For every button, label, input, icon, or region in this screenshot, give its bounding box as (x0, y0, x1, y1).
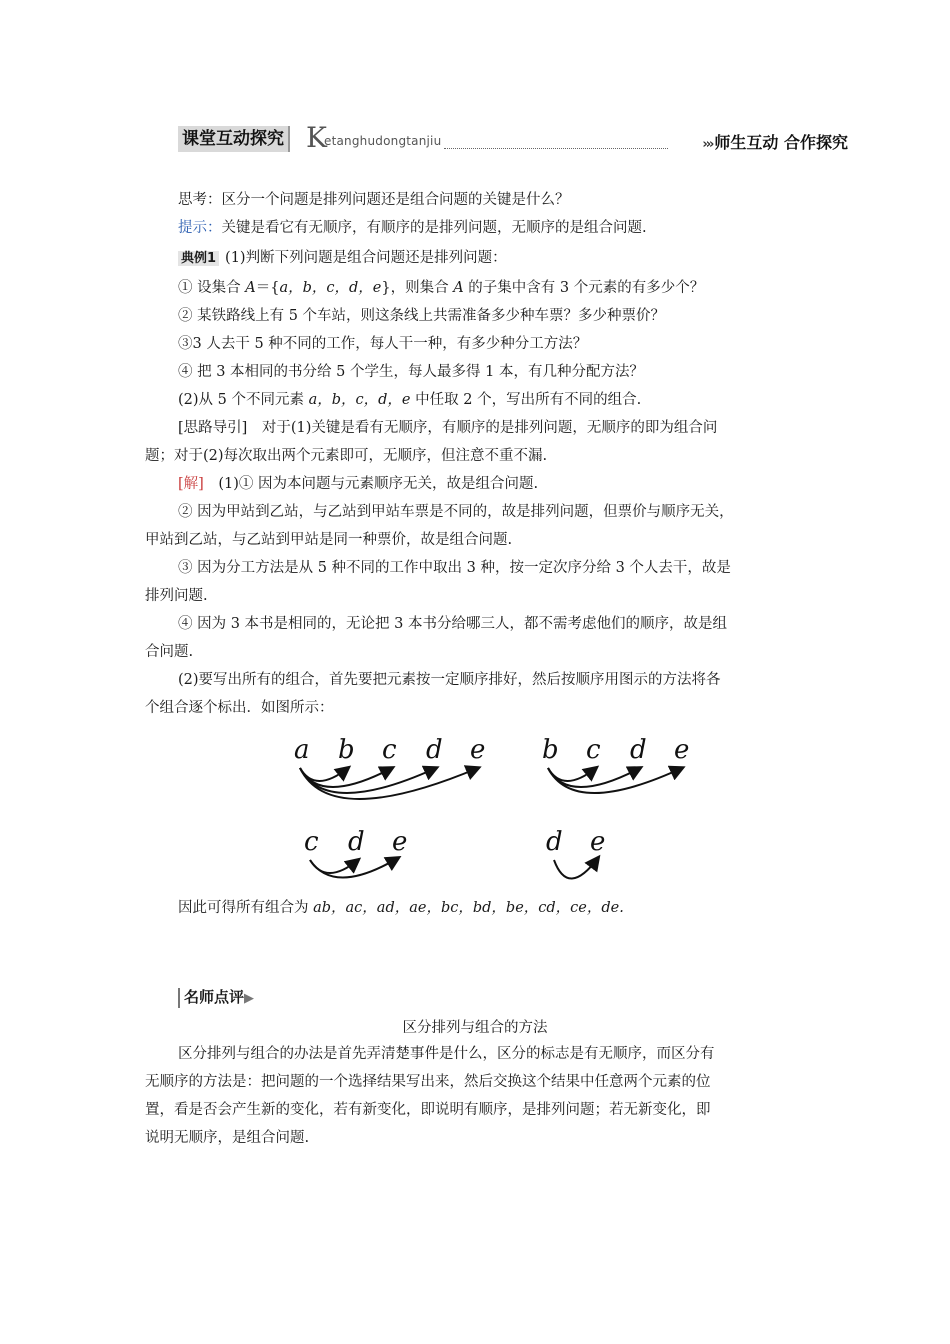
solution-p2b: 个组合逐个标出．如图所示： (145, 700, 334, 716)
arc-ae (300, 768, 478, 799)
example-q2: ② 某铁路线上有 5 个车站，则这条线上共需准备多少种车票？多少种票价？ (178, 308, 666, 324)
g2-letter-b: b (542, 735, 559, 765)
q1-post-b: 的子集中含有 3 个元素的有多少个？ (463, 280, 705, 296)
g1-letter-b: b (338, 735, 355, 765)
example-q3: ③3 人去干 5 种不同的工作，每人干一种，有多少种分工方法？ (178, 336, 588, 352)
combination-diagram (270, 728, 710, 888)
g4-letter-d: d (546, 827, 563, 857)
hint-text: 关键是看它有无顺序，有顺序的是排列问题，无顺序的是组合问题. (221, 220, 647, 236)
example-q1 (178, 278, 704, 298)
g1-letter-a: a (294, 735, 310, 765)
guide-line-1 (178, 418, 717, 438)
q1-elems: a，b，c，d，e (279, 280, 382, 296)
guide-line-2: 题；对于(2)每次取出两个元素即可，无顺序，但注意不重不漏. (145, 448, 548, 464)
banner-k-letter: K (306, 121, 327, 154)
solution-s2b: 甲站到乙站，与乙站到甲站是同一种票价，故是组合问题. (145, 532, 513, 548)
solution-s2a: ② 因为甲站到乙站，与乙站到甲站车票是不同的，故是排列问题，但票价与顺序无关， (178, 504, 734, 520)
solution-s4a: ④ 因为 3 本书是相同的，无论把 3 本书分给哪三人，都不需考虑他们的顺序，故是组 (178, 616, 727, 632)
solution-p2a: (2)要写出所有的组合，首先要把元素按一定顺序排好，然后按顺序用图示的方法将各 (178, 672, 721, 688)
comment-l4: 说明无顺序，是组合问题. (145, 1130, 310, 1146)
solution-label: [解] (178, 476, 204, 492)
banner-subtitle-text: 师生互动 合作探究 (714, 133, 848, 152)
solution-s1: (1)① 因为本问题与元素顺序无关，故是组合问题. (203, 476, 539, 492)
g3-letter-d: d (348, 827, 365, 857)
play-arrow-icon: ▶ (244, 991, 255, 1006)
g3-letter-e: e (392, 827, 408, 857)
g1-letter-d: d (426, 735, 443, 765)
result-pre: 因此可得所有组合为 (178, 900, 314, 916)
g3-letter-c: c (304, 827, 319, 857)
arc-ce (310, 858, 398, 878)
q1-post-a: }，则集合 (381, 280, 454, 296)
g1-letter-c: c (382, 735, 397, 765)
guide-text-1: 对于(1)关键是看有无顺序，有顺序的是排列问题，无顺序的即为组合问 (247, 420, 718, 436)
comment-l3: 置，看是否会产生新的变化，若有新变化，即说明有顺序，是排列问题；若无新变化，即 (145, 1102, 711, 1118)
banner-pinyin: etanghudongtanjiu (324, 134, 442, 148)
banner-subtitle (702, 130, 848, 153)
result-list: ab，ac，ad，ae，bc，bd，be，cd，ce，de. (313, 900, 624, 916)
guide-label: [思路导引] (178, 420, 248, 436)
example-part2 (178, 390, 641, 410)
p2-pre: (2)从 5 个不同元素 (178, 392, 309, 408)
p2-elems: a，b，c，d，e (308, 392, 411, 408)
hint-line (178, 218, 647, 238)
banner-divider (444, 148, 668, 149)
g4-letter-e: e (590, 827, 606, 857)
q1-pre: ① 设集合 (178, 280, 246, 296)
p2-post: 中任取 2 个，写出所有不同的组合. (410, 392, 642, 408)
arc-de (554, 858, 598, 879)
solution-line-1 (178, 474, 538, 494)
q1-eq: ＝{ (255, 280, 280, 296)
example-tag: 典例1 (178, 251, 219, 266)
g2-letter-d: d (630, 735, 647, 765)
comment-l1: 区分排列与组合的办法是首先弄清楚事件是什么，区分的标志是有无顺序，而区分有 (178, 1046, 715, 1062)
comment-title: 区分排列与组合的方法 (402, 1020, 548, 1036)
solution-s3b: 排列问题. (145, 588, 208, 604)
q1-set2: A (453, 280, 464, 296)
hint-label: 提示： (178, 220, 222, 236)
comment-label (178, 988, 254, 1008)
example-intro (178, 248, 507, 269)
g1-letter-e: e (470, 735, 486, 765)
comment-label-text: 名师点评 (184, 988, 245, 1006)
g2-letter-c: c (586, 735, 601, 765)
arc-cd (310, 860, 358, 873)
comment-l2: 无顺序的方法是：把问题的一个选择结果写出来，然后交换这个结果中任意两个元素的位 (145, 1074, 711, 1090)
solution-s3a: ③ 因为分工方法是从 5 种不同的工作中取出 3 种，按一定次序分给 3 个人去干，故是 (178, 560, 731, 576)
solution-s4b: 合问题. (145, 644, 194, 660)
example-q4: ④ 把 3 本相同的书分给 5 个学生，每人最多得 1 本，有几种分配方法？ (178, 364, 644, 380)
result-line (178, 898, 624, 918)
triple-chevron-icon: ››› (702, 137, 713, 152)
example-intro-text: (1)判断下列问题是组合问题还是排列问题： (225, 250, 507, 266)
think-question: 思考：区分一个问题是排列问题还是组合问题的关键是什么？ (178, 192, 570, 208)
q1-set: A (245, 280, 256, 296)
section-banner (178, 121, 848, 154)
banner-title: 课堂互动探究 (178, 126, 290, 152)
g2-letter-e: e (674, 735, 690, 765)
